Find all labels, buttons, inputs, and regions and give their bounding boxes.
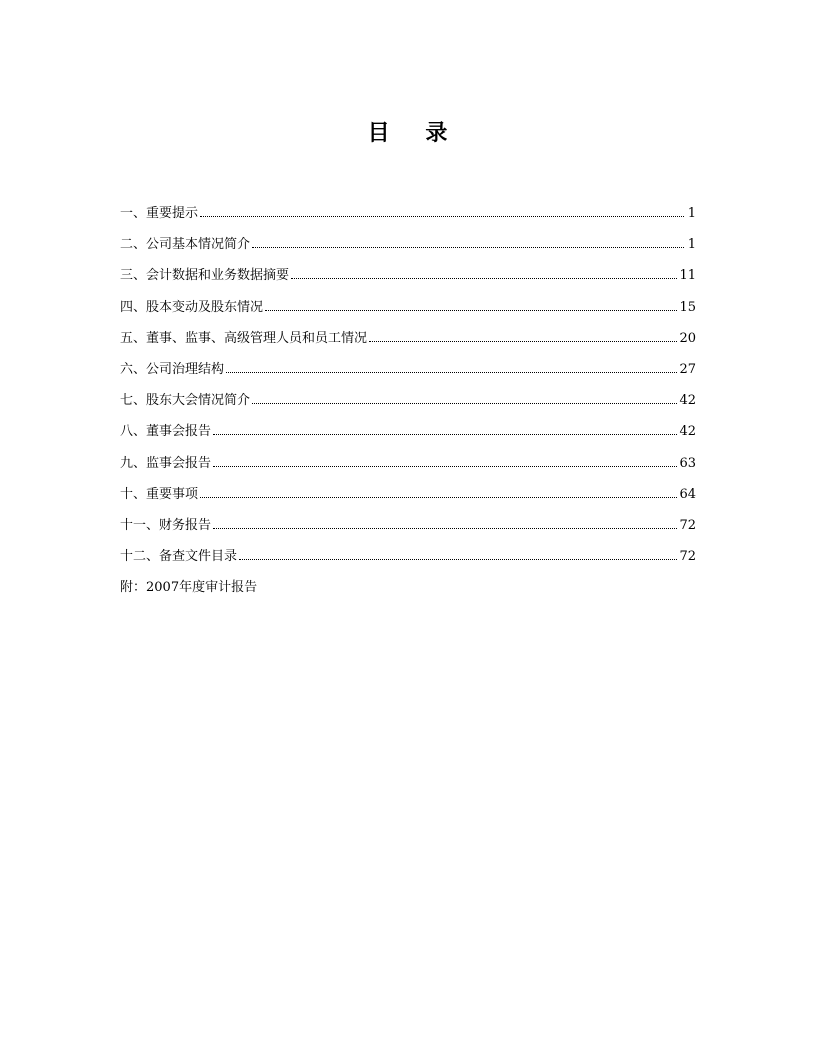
toc-entry-page: 15 xyxy=(679,299,696,315)
toc-entry xyxy=(120,391,696,422)
toc-entry-label: 十二、备查文件目录 xyxy=(120,549,238,565)
toc-entry xyxy=(120,298,696,329)
page-title: 目 录 xyxy=(367,121,462,146)
appendix-note: 附：2007年度审计报告 xyxy=(120,580,258,595)
toc-entry xyxy=(120,235,696,266)
toc-entry-label: 七、股东大会情况简介 xyxy=(120,393,251,409)
toc-entry-label: 二、公司基本情况简介 xyxy=(120,237,251,253)
toc-entry-label: 四、股本变动及股东情况 xyxy=(120,299,264,315)
toc-entry-label: 五、董事、监事、高级管理人员和员工情况 xyxy=(120,330,368,346)
toc-entry-page: 20 xyxy=(679,330,696,346)
toc-entry-page: 27 xyxy=(679,361,696,377)
toc-entry xyxy=(120,422,696,453)
toc-dot-leader xyxy=(252,403,677,404)
toc-entry-label: 九、监事会报告 xyxy=(120,455,212,471)
toc-entry-page: 1 xyxy=(687,206,696,221)
toc-entry xyxy=(120,516,696,547)
toc-dot-leader xyxy=(239,559,677,560)
toc-entry xyxy=(120,485,696,516)
toc-dot-leader xyxy=(213,466,677,467)
toc-entry-label: 六、公司治理结构 xyxy=(120,361,225,377)
table-of-contents xyxy=(120,204,696,578)
toc-dot-leader xyxy=(265,310,677,311)
toc-entry xyxy=(120,547,696,578)
toc-entry-page: 11 xyxy=(679,268,696,284)
toc-entry-page: 63 xyxy=(679,455,696,471)
toc-entry xyxy=(120,329,696,360)
toc-entry-page: 1 xyxy=(687,237,696,253)
toc-entry-label: 三、会计数据和业务数据摘要 xyxy=(120,268,290,284)
toc-dot-leader xyxy=(213,434,677,435)
toc-dot-leader xyxy=(200,497,677,498)
toc-entry-page: 42 xyxy=(679,424,696,440)
toc-dot-leader xyxy=(291,278,677,279)
toc-entry xyxy=(120,204,696,235)
toc-entry-label: 八、董事会报告 xyxy=(120,424,212,440)
toc-dot-leader xyxy=(252,247,684,248)
toc-entry-page: 72 xyxy=(679,549,696,565)
toc-dot-leader xyxy=(226,372,677,373)
toc-entry-page: 64 xyxy=(679,486,696,502)
toc-entry-page: 72 xyxy=(679,517,696,533)
toc-dot-leader xyxy=(213,528,677,529)
toc-entry-label: 十一、财务报告 xyxy=(120,517,212,533)
toc-entry xyxy=(120,454,696,485)
toc-entry-label: 十、重要事项 xyxy=(120,486,199,502)
toc-entry-page: 42 xyxy=(679,393,696,409)
toc-entry xyxy=(120,266,696,297)
toc-dot-leader xyxy=(369,341,677,342)
toc-entry xyxy=(120,360,696,391)
toc-dot-leader xyxy=(200,216,684,217)
toc-entry-label: 一、重要提示 xyxy=(120,206,199,221)
